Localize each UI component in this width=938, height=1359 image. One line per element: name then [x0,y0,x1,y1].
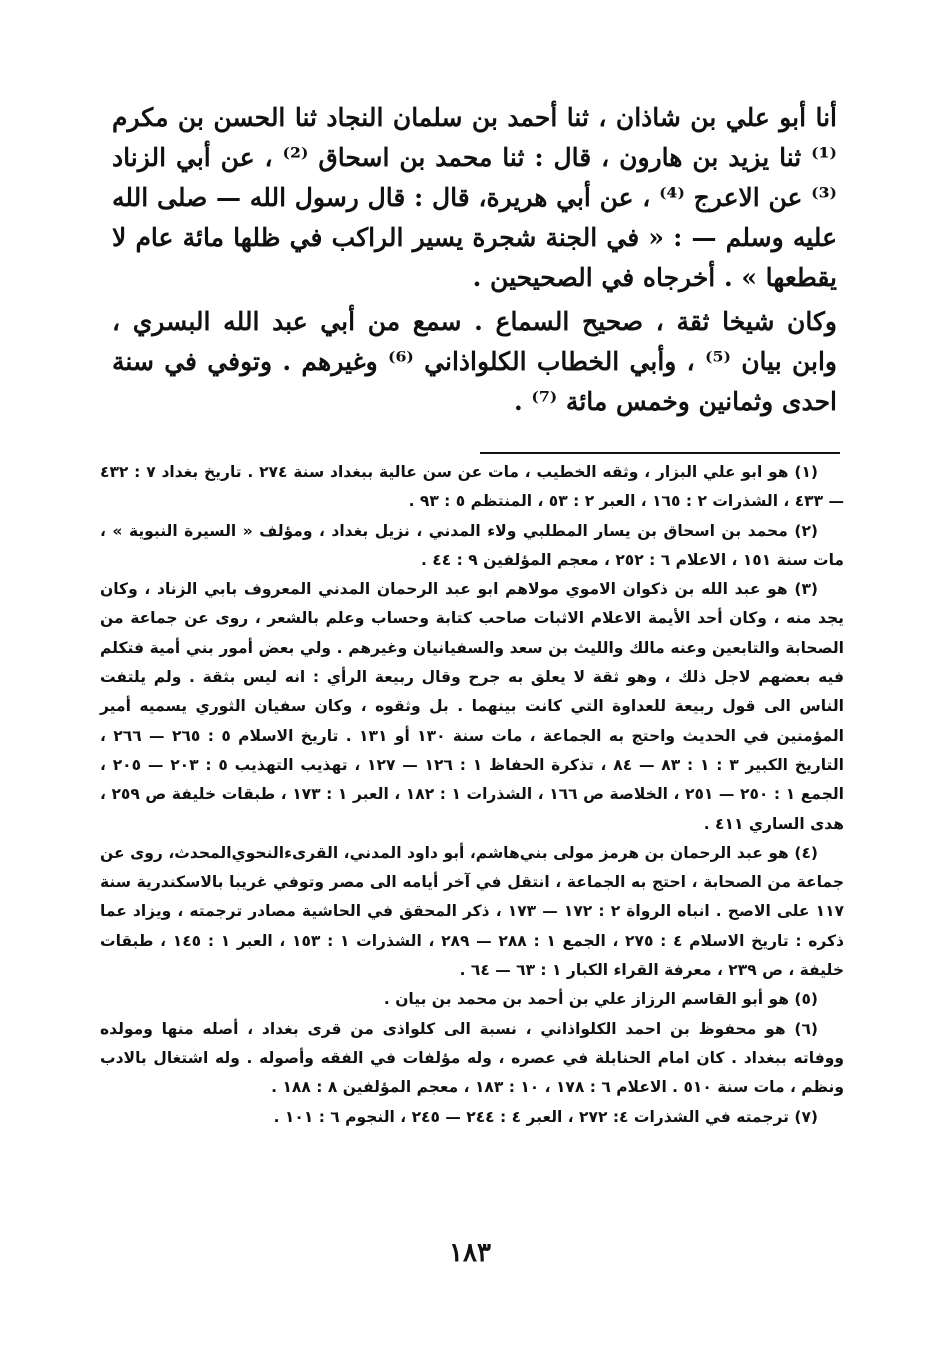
main-text [112,98,837,422]
page-number: ١٨٣ [449,1238,491,1268]
footnote-7: (٧) ترجمته في الشذرات ٤: ٢٧٢ ، العبر ٤ : ٢٤٤ — ٢٤٥ ، النجوم ٦ : ١٠١ . [273,1107,818,1126]
footnotes [100,458,844,1132]
footnote-1: (١) هو ابو علي البزار ، وثقه الخطيب ، مات عن سن عالية ببغداد سنة ٢٧٤ . تاريخ بغداد ٧ : ٤٣٢ — ٤٣٣ ، الشذرات ٢ : ١٦٥ ، العبر ٢ : ٥٣ ، المنتظم ٥ : ٩٣ . [100,463,844,511]
main-paragraph-2: وكان شيخا ثقة ، صحيح السماع . سمع من أبي عبد الله البسري ، وابن بيان ⁽⁵⁾ ، وأبي الخطاب الكلواذاني ⁽⁶⁾ وغيرهم . وتوفي في سنة احدى وثمانين وخمس مائة ⁽⁷⁾ . [112,307,837,416]
footnote-divider [480,452,840,454]
footnote-6: (٦) هو محفوظ بن احمد الكلواذاني ، نسبة الى كلواذى من قرى بغداد ، أصله منها ومولده ووفاته ببغداد . كان امام الحنابلة في عصره ، وله مؤلفات في الفقه وأصوله . وله اشتغال بالادب ونظم ، مات سنة ٥١٠ . الاعلام ٦ : ١٧٨ ، ١٠ : ١٨٣ ، معجم المؤلفين ٨ : ١٨٨ . [100,1019,844,1097]
footnote-2: (٢) محمد بن اسحاق بن يسار المطلبي ولاء المدني ، نزيل بغداد ، ومؤلف « السيرة النبوية » ، مات سنة ١٥١ ، الاعلام ٦ : ٢٥٢ ، معجم المؤلفين ٩ : ٤٤ . [100,521,844,569]
footnote-4: (٤) هو عبد الرحمان بن هرمز مولى بني‌هاشم، أبو داود المدني، القرىء‌النحوي‌المحدث، روى عن جماعة من الصحابة ، احتج به الجماعة ، انتقل في آخر أيامه الى مصر وتوفي غريبا بالاسكندرية سنة ١١٧ على الاصح . انباه الرواة ٢ : ١٧٢ — ١٧٣ ، ذكر المحقق في الحاشية مصادر ترجمته ، ويزاد عما ذكره : تاريخ الاسلام ٤ : ٢٧٥ ، الجمع ١ : ٢٨٨ — ٢٨٩ ، الشذرات ١ : ١٥٣ ، العبر ١ : ١٤٥ ، طبقات خليفة ، ص ٢٣٩ ، معرفة القراء الكبار ١ : ٦٣ — ٦٤ . [100,843,845,980]
main-paragraph-1: أنا أبو علي بن شاذان ، ثنا أحمد بن سلمان النجاد ثنا الحسن بن مكرم ⁽¹⁾ ثنا يزيد بن هارون ، قال : ثنا محمد بن اسحاق ⁽²⁾ ، عن أبي الزناد ⁽³⁾ عن الاعرج ⁽⁴⁾ ، عن أبي هريرة، قال : قال رسول الله — صلى الله عليه وسلم — : « في الجنة شجرة يسير الراكب في ظلها مائة عام لا يقطعها » . أخرجاه في الصحيحين . [112,103,837,292]
footnote-3: (٣) هو عبد الله بن ذكوان الاموي مولاهم ابو عبد الرحمان المدني المعروف بابي الزناد ، وكان يجد منه ، وكان أحد الأيمة الاعلام الاثبات صاحب كتابة وحساب وعلم بالشعر ، روى عن جماعة من الصحابة والتابعين وعنه مالك والليث بن سعد والسفيانيان وغيرهم . ولي بعض أمور بني أمية فتكلم فيه بعضهم لاجل ذلك ، وهو ثقة لا يعلق به جرح وقال ربيعة الرأي : انه ليس بثقة . ولم يلتفت الناس الى قول ربيعة للعداوة التي كانت بينهما . بل وثقوه ، وكان سفيان الثوري يسميه أمير المؤمنين في الحديث واحتج به الجماعة ، مات سنة ١٣٠ أو ١٣١ . تاريخ الاسلام ٥ : ٢٦٥ — ٢٦٦ ، التاريخ الكبير ٣ : ١ : ٨٣ — ٨٤ ، تذكرة الحفاظ ١ : ١٢٦ — ١٢٧ ، تهذيب التهذيب ٥ : ٢٠٣ — ٢٠٥ ، الجمع ١ : ٢٥٠ — ٢٥١ ، الخلاصة ص ١٦٦ ، الشذرات ١ : ١٨٢ ، العبر ١ : ١٧٣ ، طبقات خليفة ص ٢٥٩ ، هدى الساري ٤١١ . [100,580,844,833]
footnote-5: (٥) هو أبو القاسم الرزاز علي بن أحمد بن محمد بن بيان . [383,990,818,1009]
